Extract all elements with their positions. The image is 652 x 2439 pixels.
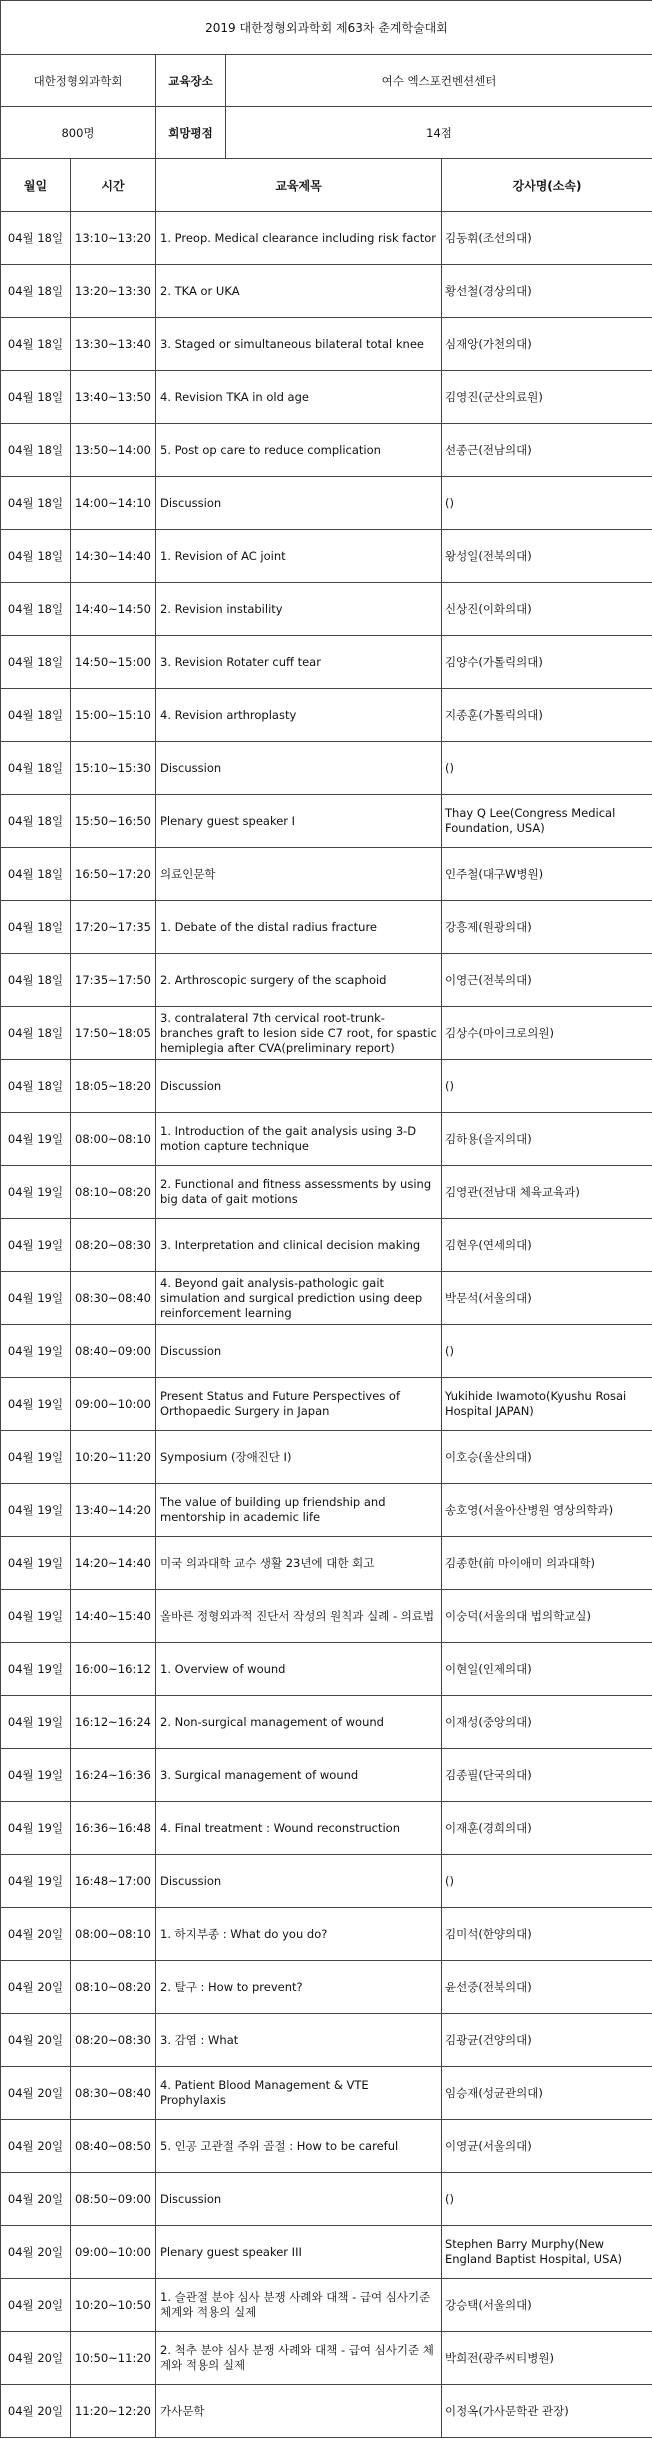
row-title: 1. Preop. Medical clearance including risk factor — [156, 212, 442, 265]
row-speaker: Thay Q Lee(Congress Medical Foundation, USA) — [442, 795, 652, 848]
row-speaker: () — [442, 1060, 652, 1113]
row-date: 04월 18일 — [1, 689, 71, 742]
table-row — [1, 1961, 652, 2014]
col-header-time: 시간 — [71, 159, 156, 212]
row-speaker: 김영진(군산의료원) — [442, 371, 652, 424]
row-date: 04월 20일 — [1, 2226, 71, 2279]
row-date: 04월 19일 — [1, 1643, 71, 1696]
row-speaker: () — [442, 2173, 652, 2226]
row-speaker: 이숭덕(서울의대 법의학교실) — [442, 1590, 652, 1643]
table-row — [1, 1855, 652, 1908]
row-title: 2. 척추 분야 심사 분쟁 사례와 대책 - 급여 심사기준 체계와 적용의 실제 — [156, 2332, 442, 2385]
row-time: 09:00~10:00 — [71, 2226, 156, 2279]
row-title: 1. Introduction of the gait analysis using 3-D motion capture technique — [156, 1113, 442, 1166]
row-date: 04월 19일 — [1, 1219, 71, 1272]
table-row — [1, 212, 652, 265]
row-speaker: 김종한(前 마이애미 의과대학) — [442, 1537, 652, 1590]
row-title: 3. Interpretation and clinical decision making — [156, 1219, 442, 1272]
row-date: 04월 19일 — [1, 1272, 71, 1325]
row-speaker: 왕성일(전북의대) — [442, 530, 652, 583]
table-row — [1, 1166, 652, 1219]
col-header-speaker: 강사명(소속) — [442, 159, 652, 212]
row-title: 올바른 정형외과적 진단서 작성의 원칙과 실례 - 의료법 — [156, 1590, 442, 1643]
venue-row — [1, 55, 652, 107]
row-speaker: 김현우(연세의대) — [442, 1219, 652, 1272]
row-title: 4. Revision arthroplasty — [156, 689, 442, 742]
points-label: 희망평점 — [156, 107, 226, 159]
row-title: 2. Revision instability — [156, 583, 442, 636]
row-speaker: 지종훈(가톨릭의대) — [442, 689, 652, 742]
row-date: 04월 18일 — [1, 424, 71, 477]
schedule-table — [0, 158, 652, 2438]
row-date: 04월 19일 — [1, 1378, 71, 1431]
row-date: 04월 18일 — [1, 742, 71, 795]
row-time: 16:24~16:36 — [71, 1749, 156, 1802]
row-speaker: 김상수(마이크로의원) — [442, 1007, 652, 1060]
row-time: 08:00~08:10 — [71, 1908, 156, 1961]
row-time: 13:50~14:00 — [71, 424, 156, 477]
row-date: 04월 19일 — [1, 1855, 71, 1908]
row-time: 13:40~13:50 — [71, 371, 156, 424]
row-date: 04월 18일 — [1, 954, 71, 1007]
table-row — [1, 2067, 652, 2120]
row-speaker: 김광균(건양의대) — [442, 2014, 652, 2067]
row-time: 08:30~08:40 — [71, 1272, 156, 1325]
row-speaker: 강승택(서울의대) — [442, 2279, 652, 2332]
row-date: 04월 18일 — [1, 848, 71, 901]
row-date: 04월 20일 — [1, 1961, 71, 2014]
row-speaker: 김동휘(조선의대) — [442, 212, 652, 265]
table-row — [1, 1007, 652, 1060]
table-row — [1, 530, 652, 583]
row-title: 3. Staged or simultaneous bilateral total knee — [156, 318, 442, 371]
row-speaker: 박문석(서울의대) — [442, 1272, 652, 1325]
row-time: 14:20~14:40 — [71, 1537, 156, 1590]
table-row — [1, 371, 652, 424]
schedule-body — [1, 212, 652, 2438]
row-date: 04월 20일 — [1, 2332, 71, 2385]
row-title: Discussion — [156, 742, 442, 795]
table-row — [1, 1802, 652, 1855]
table-row — [1, 1113, 652, 1166]
table-row — [1, 424, 652, 477]
page-title: 2019 대한정형외과학회 제63차 춘계학술대회 — [1, 1, 652, 55]
row-time: 16:12~16:24 — [71, 1696, 156, 1749]
table-row — [1, 2226, 652, 2279]
row-time: 10:20~11:20 — [71, 1431, 156, 1484]
row-time: 14:30~14:40 — [71, 530, 156, 583]
capacity-value: 800명 — [1, 107, 156, 159]
capacity-row — [1, 107, 652, 159]
row-title: Symposium (장애진단 I) — [156, 1431, 442, 1484]
row-title: 3. Revision Rotater cuff tear — [156, 636, 442, 689]
row-date: 04월 18일 — [1, 212, 71, 265]
row-time: 08:10~08:20 — [71, 1166, 156, 1219]
table-row — [1, 1060, 652, 1113]
row-title: Discussion — [156, 1325, 442, 1378]
table-row — [1, 583, 652, 636]
table-row — [1, 1431, 652, 1484]
row-speaker: 김미석(한양의대) — [442, 1908, 652, 1961]
row-time: 08:20~08:30 — [71, 1219, 156, 1272]
row-time: 15:50~16:50 — [71, 795, 156, 848]
row-time: 08:30~08:40 — [71, 2067, 156, 2120]
row-title: Discussion — [156, 2173, 442, 2226]
row-speaker: 심재앙(가천의대) — [442, 318, 652, 371]
row-time: 15:00~15:10 — [71, 689, 156, 742]
venue-value: 여수 엑스포컨벤션센터 — [226, 55, 652, 107]
row-time: 08:40~09:00 — [71, 1325, 156, 1378]
table-row — [1, 1537, 652, 1590]
row-speaker: () — [442, 1855, 652, 1908]
row-title: 5. Post op care to reduce complication — [156, 424, 442, 477]
row-date: 04월 18일 — [1, 530, 71, 583]
row-date: 04월 18일 — [1, 318, 71, 371]
row-title: 4. Beyond gait analysis-pathologic gait simulation and surgical prediction using deep reinforcement learning — [156, 1272, 442, 1325]
row-title: 미국 의과대학 교수 생활 23년에 대한 회고 — [156, 1537, 442, 1590]
row-title: 1. 슬관절 분야 심사 분쟁 사례와 대책 - 급여 심사기준 체계와 적용의 실제 — [156, 2279, 442, 2332]
table-row — [1, 689, 652, 742]
row-date: 04월 18일 — [1, 636, 71, 689]
row-time: 14:00~14:10 — [71, 477, 156, 530]
row-speaker: 이현일(인제의대) — [442, 1643, 652, 1696]
row-time: 16:36~16:48 — [71, 1802, 156, 1855]
row-speaker: 임승재(성균관의대) — [442, 2067, 652, 2120]
row-date: 04월 20일 — [1, 2067, 71, 2120]
row-date: 04월 18일 — [1, 371, 71, 424]
row-date: 04월 20일 — [1, 2014, 71, 2067]
row-speaker: () — [442, 1325, 652, 1378]
row-title: Discussion — [156, 477, 442, 530]
row-title: 3. 감염 : What — [156, 2014, 442, 2067]
row-title: 4. Patient Blood Management & VTE Prophylaxis — [156, 2067, 442, 2120]
venue-label: 교육장소 — [156, 55, 226, 107]
row-speaker: 김양수(가톨릭의대) — [442, 636, 652, 689]
table-row — [1, 477, 652, 530]
row-time: 08:50~09:00 — [71, 2173, 156, 2226]
info-table — [0, 0, 652, 159]
schedule-header-row — [1, 159, 652, 212]
row-speaker: 인주철(대구W병원) — [442, 848, 652, 901]
row-speaker: Stephen Barry Murphy(New England Baptist Hospital, USA) — [442, 2226, 652, 2279]
row-time: 10:20~10:50 — [71, 2279, 156, 2332]
row-date: 04월 18일 — [1, 795, 71, 848]
row-title: 1. Debate of the distal radius fracture — [156, 901, 442, 954]
row-time: 11:20~12:20 — [71, 2385, 156, 2438]
row-date: 04월 19일 — [1, 1749, 71, 1802]
table-row — [1, 795, 652, 848]
table-row — [1, 1643, 652, 1696]
row-date: 04월 18일 — [1, 265, 71, 318]
row-date: 04월 18일 — [1, 583, 71, 636]
row-time: 16:50~17:20 — [71, 848, 156, 901]
row-speaker: 김종필(단국의대) — [442, 1749, 652, 1802]
row-title: 2. Arthroscopic surgery of the scaphoid — [156, 954, 442, 1007]
row-speaker: () — [442, 742, 652, 795]
table-row — [1, 1219, 652, 1272]
row-title: 1. 하지부종 : What do you do? — [156, 1908, 442, 1961]
row-time: 14:50~15:00 — [71, 636, 156, 689]
table-row — [1, 2120, 652, 2173]
row-title: 2. Functional and fitness assessments by using big data of gait motions — [156, 1166, 442, 1219]
row-speaker: () — [442, 477, 652, 530]
row-date: 04월 20일 — [1, 1908, 71, 1961]
row-date: 04월 18일 — [1, 1007, 71, 1060]
row-title: Plenary guest speaker I — [156, 795, 442, 848]
table-row — [1, 636, 652, 689]
table-row — [1, 2385, 652, 2438]
table-row — [1, 2332, 652, 2385]
table-row — [1, 954, 652, 1007]
row-speaker: 선종근(전남의대) — [442, 424, 652, 477]
row-speaker: Yukihide Iwamoto(Kyushu Rosai Hospital JAPAN) — [442, 1378, 652, 1431]
row-title: 4. Final treatment : Wound reconstruction — [156, 1802, 442, 1855]
row-title: 2. TKA or UKA — [156, 265, 442, 318]
row-date: 04월 20일 — [1, 2120, 71, 2173]
table-row — [1, 1484, 652, 1537]
row-title: 가사문학 — [156, 2385, 442, 2438]
row-speaker: 신상진(이화의대) — [442, 583, 652, 636]
row-title: 4. Revision TKA in old age — [156, 371, 442, 424]
row-time: 13:30~13:40 — [71, 318, 156, 371]
row-date: 04월 20일 — [1, 2173, 71, 2226]
row-date: 04월 19일 — [1, 1166, 71, 1219]
row-date: 04월 19일 — [1, 1113, 71, 1166]
table-row — [1, 848, 652, 901]
table-row — [1, 318, 652, 371]
row-title: Plenary guest speaker III — [156, 2226, 442, 2279]
row-time: 08:20~08:30 — [71, 2014, 156, 2067]
row-time: 13:40~14:20 — [71, 1484, 156, 1537]
row-speaker: 이호승(울산의대) — [442, 1431, 652, 1484]
row-title: 1. Revision of AC joint — [156, 530, 442, 583]
row-date: 04월 20일 — [1, 2279, 71, 2332]
col-header-date: 월일 — [1, 159, 71, 212]
row-date: 04월 19일 — [1, 1484, 71, 1537]
row-title: 2. Non-surgical management of wound — [156, 1696, 442, 1749]
row-date: 04월 19일 — [1, 1537, 71, 1590]
row-time: 09:00~10:00 — [71, 1378, 156, 1431]
row-date: 04월 18일 — [1, 477, 71, 530]
table-row — [1, 265, 652, 318]
row-time: 13:10~13:20 — [71, 212, 156, 265]
row-title: 2. 탈구 : How to prevent? — [156, 1961, 442, 2014]
row-time: 15:10~15:30 — [71, 742, 156, 795]
title-row — [1, 1, 652, 55]
row-time: 18:05~18:20 — [71, 1060, 156, 1113]
row-date: 04월 19일 — [1, 1431, 71, 1484]
row-date: 04월 19일 — [1, 1590, 71, 1643]
row-title: 5. 인공 고관절 주위 골절 : How to be careful — [156, 2120, 442, 2173]
row-time: 17:50~18:05 — [71, 1007, 156, 1060]
points-value: 14점 — [226, 107, 652, 159]
row-speaker: 황선철(경상의대) — [442, 265, 652, 318]
table-row — [1, 901, 652, 954]
row-time: 17:35~17:50 — [71, 954, 156, 1007]
row-time: 16:00~16:12 — [71, 1643, 156, 1696]
row-date: 04월 18일 — [1, 1060, 71, 1113]
row-time: 10:50~11:20 — [71, 2332, 156, 2385]
table-row — [1, 2014, 652, 2067]
table-row — [1, 1696, 652, 1749]
row-title: 3. contralateral 7th cervical root-trunk-branches graft to lesion side C7 root, for spastic hemiplegia after CVA(preliminary report) — [156, 1007, 442, 1060]
row-speaker: 송호영(서울아산병원 영상의학과) — [442, 1484, 652, 1537]
row-date: 04월 20일 — [1, 2385, 71, 2438]
row-time: 14:40~14:50 — [71, 583, 156, 636]
row-speaker: 이재훈(경희의대) — [442, 1802, 652, 1855]
row-date: 04월 19일 — [1, 1325, 71, 1378]
row-speaker: 이재성(중앙의대) — [442, 1696, 652, 1749]
row-speaker: 김하용(을지의대) — [442, 1113, 652, 1166]
table-row — [1, 1908, 652, 1961]
table-row — [1, 742, 652, 795]
row-title: The value of building up friendship and mentorship in academic life — [156, 1484, 442, 1537]
row-time: 17:20~17:35 — [71, 901, 156, 954]
row-date: 04월 18일 — [1, 901, 71, 954]
row-speaker: 윤선중(전북의대) — [442, 1961, 652, 2014]
row-speaker: 이영근(전북의대) — [442, 954, 652, 1007]
row-speaker: 이정옥(가사문학관 관장) — [442, 2385, 652, 2438]
row-title: Discussion — [156, 1060, 442, 1113]
table-row — [1, 1590, 652, 1643]
row-time: 08:40~08:50 — [71, 2120, 156, 2173]
table-row — [1, 2173, 652, 2226]
table-row — [1, 1272, 652, 1325]
col-header-title: 교육제목 — [156, 159, 442, 212]
table-row — [1, 2279, 652, 2332]
row-speaker: 강흥제(원광의대) — [442, 901, 652, 954]
row-speaker: 김영관(전남대 체육교육과) — [442, 1166, 652, 1219]
row-speaker: 이영균(서울의대) — [442, 2120, 652, 2173]
row-date: 04월 19일 — [1, 1696, 71, 1749]
table-row — [1, 1749, 652, 1802]
row-time: 13:20~13:30 — [71, 265, 156, 318]
row-time: 14:40~15:40 — [71, 1590, 156, 1643]
table-row — [1, 1325, 652, 1378]
row-title: 3. Surgical management of wound — [156, 1749, 442, 1802]
row-title: 1. Overview of wound — [156, 1643, 442, 1696]
table-row — [1, 1378, 652, 1431]
row-title: Discussion — [156, 1855, 442, 1908]
row-speaker: 박희전(광주씨티병원) — [442, 2332, 652, 2385]
org-name: 대한정형외과학회 — [1, 55, 156, 107]
row-time: 16:48~17:00 — [71, 1855, 156, 1908]
row-date: 04월 19일 — [1, 1802, 71, 1855]
row-time: 08:10~08:20 — [71, 1961, 156, 2014]
row-title: 의료인문학 — [156, 848, 442, 901]
row-title: Present Status and Future Perspectives of Orthopaedic Surgery in Japan — [156, 1378, 442, 1431]
row-time: 08:00~08:10 — [71, 1113, 156, 1166]
